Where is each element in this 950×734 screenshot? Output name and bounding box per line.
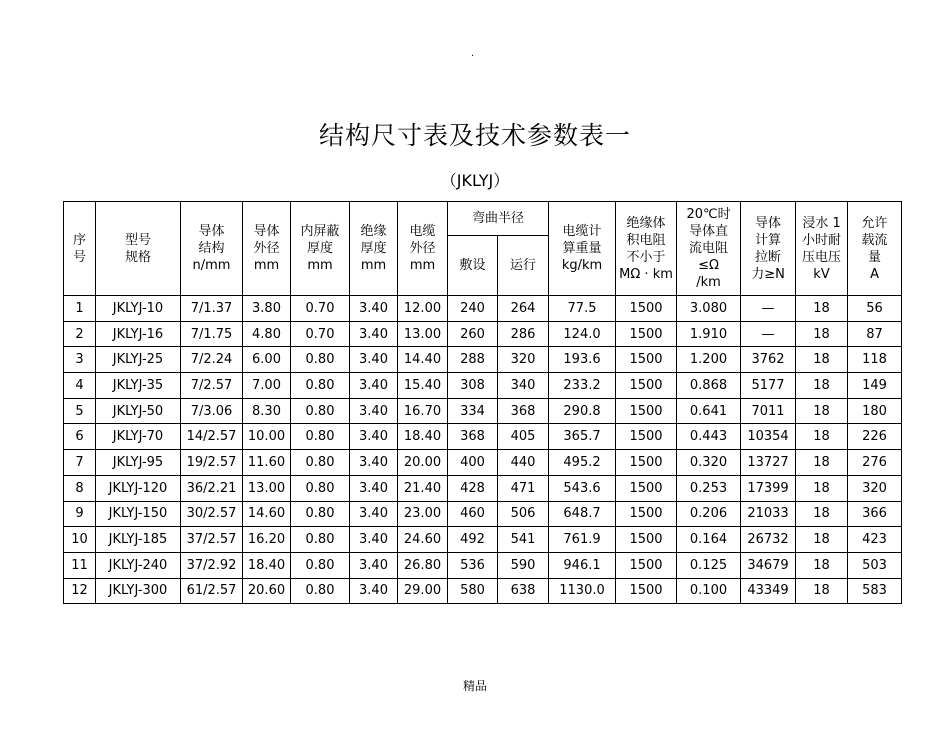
cell-dc-resistance: 0.100: [677, 578, 741, 604]
cell-water-voltage-test: 18: [796, 578, 848, 604]
header-screen-thickness: [291, 202, 350, 296]
cell-conductor-od: 20.60: [243, 578, 291, 604]
cell-bend-run: 471: [498, 475, 549, 501]
table-row: [64, 578, 902, 604]
cell-structure: 7/3.06: [181, 398, 243, 424]
cell-cable-od: 21.40: [398, 475, 448, 501]
cell-bend-lay: 368: [448, 424, 498, 450]
header-line: 外径: [409, 241, 436, 256]
header-line: 算重量: [562, 241, 602, 256]
header-bend-run: 运行: [498, 236, 549, 296]
cell-bend-lay: 536: [448, 552, 498, 578]
cell-ampacity: 56: [848, 296, 902, 322]
cell-insulation-resistance: 1500: [616, 347, 677, 373]
cell-bend-run: 541: [498, 527, 549, 553]
cell-model: JKLYJ-10: [96, 296, 181, 322]
header-line: 结构: [198, 241, 225, 256]
cell-bend-lay: 288: [448, 347, 498, 373]
header-weight: [549, 202, 616, 296]
cell-seq: 3: [64, 347, 96, 373]
cell-model: JKLYJ-185: [96, 527, 181, 553]
header-line: 号: [72, 249, 86, 265]
cell-structure: 36/2.21: [181, 475, 243, 501]
cell-water-voltage-test: 18: [796, 373, 848, 399]
table-row: [64, 398, 902, 424]
cell-dc-resistance: 0.641: [677, 398, 741, 424]
header-line: 绝缘: [360, 224, 387, 239]
cell-insulation-resistance: 1500: [616, 450, 677, 476]
cell-conductor-od: 18.40: [243, 552, 291, 578]
cell-insulation-thickness: 3.40: [350, 373, 398, 399]
cell-ampacity: 503: [848, 552, 902, 578]
cell-conductor-od: 14.60: [243, 501, 291, 527]
header-line: 导体: [755, 215, 782, 231]
cell-bend-run: 340: [498, 373, 549, 399]
cell-tensile-force: 10354: [741, 424, 796, 450]
cell-cable-od: 26.80: [398, 552, 448, 578]
table-header: [64, 202, 902, 296]
cell-insulation-resistance: 1500: [616, 552, 677, 578]
cell-cable-od: 29.00: [398, 578, 448, 604]
table-row: [64, 296, 902, 322]
cell-weight: 124.0: [549, 321, 616, 347]
header-line: 拉断: [755, 249, 782, 265]
table-row: [64, 347, 902, 373]
cell-seq: 5: [64, 398, 96, 424]
cell-model: JKLYJ-95: [96, 450, 181, 476]
header-insulation-resistance: [616, 202, 677, 296]
cell-cable-od: 23.00: [398, 501, 448, 527]
cell-weight: 193.6: [549, 347, 616, 373]
cell-conductor-od: 6.00: [243, 347, 291, 373]
cell-tensile-force: 17399: [741, 475, 796, 501]
cell-model: JKLYJ-35: [96, 373, 181, 399]
cell-weight: 233.2: [549, 373, 616, 399]
cell-conductor-od: 4.80: [243, 321, 291, 347]
cell-cable-od: 20.00: [398, 450, 448, 476]
cell-water-voltage-test: 18: [796, 527, 848, 553]
header-line: 计算: [755, 232, 782, 248]
cell-insulation-resistance: 1500: [616, 501, 677, 527]
cell-tensile-force: 21033: [741, 501, 796, 527]
table-row: [64, 321, 902, 347]
cell-seq: 1: [64, 296, 96, 322]
cell-water-voltage-test: 18: [796, 552, 848, 578]
cell-insulation-thickness: 3.40: [350, 578, 398, 604]
table-row: [64, 501, 902, 527]
page-subtitle: （JKLYJ）: [440, 171, 510, 190]
cell-weight: 543.6: [549, 475, 616, 501]
cell-seq: 6: [64, 424, 96, 450]
cell-conductor-od: 16.20: [243, 527, 291, 553]
cell-insulation-resistance: 1500: [616, 578, 677, 604]
header-line: MΩ · km: [619, 266, 673, 282]
header-line: 导体: [198, 224, 225, 239]
cell-weight: 1130.0: [549, 578, 616, 604]
cell-model: JKLYJ-25: [96, 347, 181, 373]
cell-cable-od: 13.00: [398, 321, 448, 347]
cell-bend-run: 638: [498, 578, 549, 604]
cell-insulation-thickness: 3.40: [350, 321, 398, 347]
cell-weight: 648.7: [549, 501, 616, 527]
page-footer: 精品: [462, 679, 487, 693]
cell-insulation-resistance: 1500: [616, 321, 677, 347]
header-line: ≤Ω: [698, 258, 719, 273]
header-cable-od: [398, 202, 448, 296]
cell-ampacity: 423: [848, 527, 902, 553]
cell-dc-resistance: 1.910: [677, 321, 741, 347]
cell-bend-lay: 334: [448, 398, 498, 424]
cell-structure: 7/2.57: [181, 373, 243, 399]
cell-structure: 14/2.57: [181, 424, 243, 450]
header-line: mm: [253, 258, 280, 273]
cell-bend-lay: 460: [448, 501, 498, 527]
cell-screen-thickness: 0.80: [291, 347, 350, 373]
cell-model: JKLYJ-70: [96, 424, 181, 450]
header-line: 允许: [861, 215, 888, 231]
cell-tensile-force: 13727: [741, 450, 796, 476]
cell-insulation-resistance: 1500: [616, 373, 677, 399]
header-line: /km: [696, 275, 721, 290]
cell-ampacity: 149: [848, 373, 902, 399]
cell-ampacity: 180: [848, 398, 902, 424]
header-line: 规格: [124, 249, 151, 265]
cell-structure: 19/2.57: [181, 450, 243, 476]
page-title: 结构尺寸表及技术参数表一: [318, 121, 631, 150]
header-line: 压电压: [802, 249, 842, 265]
header-tensile-force: [741, 202, 796, 296]
cell-ampacity: 583: [848, 578, 902, 604]
cell-dc-resistance: 0.164: [677, 527, 741, 553]
cell-water-voltage-test: 18: [796, 296, 848, 322]
cell-ampacity: 320: [848, 475, 902, 501]
cell-tensile-force: 43349: [741, 578, 796, 604]
cell-dc-resistance: 0.206: [677, 501, 741, 527]
cell-water-voltage-test: 18: [796, 321, 848, 347]
header-conductor-od: [243, 202, 291, 296]
cell-bend-run: 286: [498, 321, 549, 347]
cell-seq: 9: [64, 501, 96, 527]
cell-bend-lay: 308: [448, 373, 498, 399]
cell-insulation-resistance: 1500: [616, 527, 677, 553]
header-line: 小时耐: [802, 232, 842, 248]
cell-weight: 761.9: [549, 527, 616, 553]
header-model: [96, 202, 181, 296]
cell-insulation-thickness: 3.40: [350, 424, 398, 450]
cell-weight: 495.2: [549, 450, 616, 476]
header-line: 量: [868, 249, 882, 265]
cell-cable-od: 15.40: [398, 373, 448, 399]
header-line: 载流: [861, 232, 888, 248]
cell-screen-thickness: 0.80: [291, 450, 350, 476]
cell-bend-lay: 428: [448, 475, 498, 501]
header-line: 电缆: [409, 224, 436, 239]
cell-structure: 7/1.37: [181, 296, 243, 322]
header-line: 序: [72, 232, 86, 248]
header-line: 型号: [124, 232, 151, 248]
table-row: [64, 424, 902, 450]
cell-insulation-resistance: 1500: [616, 475, 677, 501]
header-bend-lay: 敷设: [448, 236, 498, 296]
cell-weight: 365.7: [549, 424, 616, 450]
table-row: [64, 527, 902, 553]
cell-water-voltage-test: 18: [796, 347, 848, 373]
cell-seq: 4: [64, 373, 96, 399]
cell-screen-thickness: 0.80: [291, 398, 350, 424]
header-ampacity: [848, 202, 902, 296]
header-line: 浸水 1: [802, 215, 841, 231]
header-line: 内屏蔽: [300, 224, 340, 239]
cell-ampacity: 226: [848, 424, 902, 450]
cell-insulation-thickness: 3.40: [350, 475, 398, 501]
cell-model: JKLYJ-120: [96, 475, 181, 501]
cell-insulation-thickness: 3.40: [350, 296, 398, 322]
cell-water-voltage-test: 18: [796, 450, 848, 476]
cell-ampacity: 118: [848, 347, 902, 373]
cell-seq: 12: [64, 578, 96, 604]
cell-seq: 10: [64, 527, 96, 553]
cell-bend-run: 320: [498, 347, 549, 373]
cell-structure: 37/2.92: [181, 552, 243, 578]
cell-bend-lay: 492: [448, 527, 498, 553]
cell-insulation-thickness: 3.40: [350, 450, 398, 476]
cell-dc-resistance: 0.443: [677, 424, 741, 450]
header-insulation-thickness: [350, 202, 398, 296]
header-line: kV: [813, 266, 830, 282]
cell-bend-run: 368: [498, 398, 549, 424]
header-line: 不小于: [626, 249, 666, 265]
cell-screen-thickness: 0.80: [291, 552, 350, 578]
cell-tensile-force: 3762: [741, 347, 796, 373]
cell-weight: 77.5: [549, 296, 616, 322]
cell-screen-thickness: 0.80: [291, 373, 350, 399]
cell-insulation-thickness: 3.40: [350, 527, 398, 553]
cell-water-voltage-test: 18: [796, 424, 848, 450]
page-top-mark: .: [471, 48, 475, 59]
cell-bend-lay: 240: [448, 296, 498, 322]
cell-insulation-resistance: 1500: [616, 424, 677, 450]
cell-insulation-resistance: 1500: [616, 398, 677, 424]
cell-bend-lay: 400: [448, 450, 498, 476]
cell-conductor-od: 8.30: [243, 398, 291, 424]
header-line: 厚度: [360, 241, 387, 256]
cell-cable-od: 14.40: [398, 347, 448, 373]
header-seq: [64, 202, 96, 296]
header-line: 导体直: [689, 224, 729, 239]
cell-cable-od: 12.00: [398, 296, 448, 322]
cell-cable-od: 24.60: [398, 527, 448, 553]
header-line: n/mm: [192, 258, 231, 273]
cell-model: JKLYJ-50: [96, 398, 181, 424]
cell-screen-thickness: 0.70: [291, 321, 350, 347]
cell-water-voltage-test: 18: [796, 398, 848, 424]
cell-conductor-od: 13.00: [243, 475, 291, 501]
header-line: 积电阻: [626, 232, 666, 248]
cell-dc-resistance: 3.080: [677, 296, 741, 322]
cell-model: JKLYJ-150: [96, 501, 181, 527]
cell-weight: 946.1: [549, 552, 616, 578]
cell-tensile-force: 5177: [741, 373, 796, 399]
cell-structure: 7/2.24: [181, 347, 243, 373]
table-row: [64, 373, 902, 399]
cell-bend-run: 440: [498, 450, 549, 476]
spec-table: [63, 201, 902, 604]
header-line: 绝缘体: [626, 215, 666, 231]
header-line: mm: [307, 258, 333, 273]
header-line: 流电阻: [689, 241, 729, 256]
header-line: mm: [409, 258, 436, 273]
cell-conductor-od: 3.80: [243, 296, 291, 322]
header-line: 外径: [253, 241, 280, 256]
cell-tensile-force: —: [741, 296, 796, 322]
cell-weight: 290.8: [549, 398, 616, 424]
cell-structure: 61/2.57: [181, 578, 243, 604]
header-water-voltage-test: [796, 202, 848, 296]
cell-structure: 37/2.57: [181, 527, 243, 553]
header-line: 导体: [253, 224, 280, 239]
table-row: [64, 552, 902, 578]
cell-model: JKLYJ-240: [96, 552, 181, 578]
cell-tensile-force: 26732: [741, 527, 796, 553]
cell-water-voltage-test: 18: [796, 475, 848, 501]
cell-screen-thickness: 0.80: [291, 501, 350, 527]
cell-conductor-od: 11.60: [243, 450, 291, 476]
cell-insulation-resistance: 1500: [616, 296, 677, 322]
header-line: 电缆计: [562, 224, 602, 239]
header-line: 力≥N: [751, 266, 785, 282]
cell-bend-lay: 260: [448, 321, 498, 347]
cell-insulation-thickness: 3.40: [350, 347, 398, 373]
cell-tensile-force: —: [741, 321, 796, 347]
cell-screen-thickness: 0.80: [291, 578, 350, 604]
header-line: 厚度: [306, 241, 333, 256]
cell-seq: 2: [64, 321, 96, 347]
header-bend-radius: 弯曲半径: [448, 202, 549, 236]
cell-bend-run: 264: [498, 296, 549, 322]
cell-structure: 30/2.57: [181, 501, 243, 527]
header-line: 20℃时: [686, 207, 731, 222]
cell-screen-thickness: 0.80: [291, 527, 350, 553]
cell-tensile-force: 34679: [741, 552, 796, 578]
header-dc-resistance: [677, 202, 741, 296]
cell-model: JKLYJ-300: [96, 578, 181, 604]
cell-conductor-od: 10.00: [243, 424, 291, 450]
cell-seq: 11: [64, 552, 96, 578]
cell-dc-resistance: 0.125: [677, 552, 741, 578]
cell-dc-resistance: 0.868: [677, 373, 741, 399]
cell-insulation-thickness: 3.40: [350, 501, 398, 527]
cell-water-voltage-test: 18: [796, 501, 848, 527]
table-row: [64, 475, 902, 501]
cell-model: JKLYJ-16: [96, 321, 181, 347]
cell-ampacity: 87: [848, 321, 902, 347]
cell-screen-thickness: 0.80: [291, 424, 350, 450]
cell-seq: 8: [64, 475, 96, 501]
cell-structure: 7/1.75: [181, 321, 243, 347]
cell-seq: 7: [64, 450, 96, 476]
cell-conductor-od: 7.00: [243, 373, 291, 399]
header-line: A: [870, 266, 879, 282]
header-line: mm: [360, 258, 387, 273]
cell-tensile-force: 7011: [741, 398, 796, 424]
cell-bend-run: 405: [498, 424, 549, 450]
cell-bend-run: 506: [498, 501, 549, 527]
cell-ampacity: 366: [848, 501, 902, 527]
cell-cable-od: 18.40: [398, 424, 448, 450]
cell-insulation-thickness: 3.40: [350, 398, 398, 424]
header-structure: [181, 202, 243, 296]
cell-insulation-thickness: 3.40: [350, 552, 398, 578]
cell-cable-od: 16.70: [398, 398, 448, 424]
cell-screen-thickness: 0.80: [291, 475, 350, 501]
table-body: [64, 296, 902, 604]
cell-bend-run: 590: [498, 552, 549, 578]
cell-dc-resistance: 0.253: [677, 475, 741, 501]
cell-bend-lay: 580: [448, 578, 498, 604]
cell-dc-resistance: 1.200: [677, 347, 741, 373]
header-line: kg/km: [561, 258, 603, 273]
cell-screen-thickness: 0.70: [291, 296, 350, 322]
cell-ampacity: 276: [848, 450, 902, 476]
cell-dc-resistance: 0.320: [677, 450, 741, 476]
table-row: [64, 450, 902, 476]
